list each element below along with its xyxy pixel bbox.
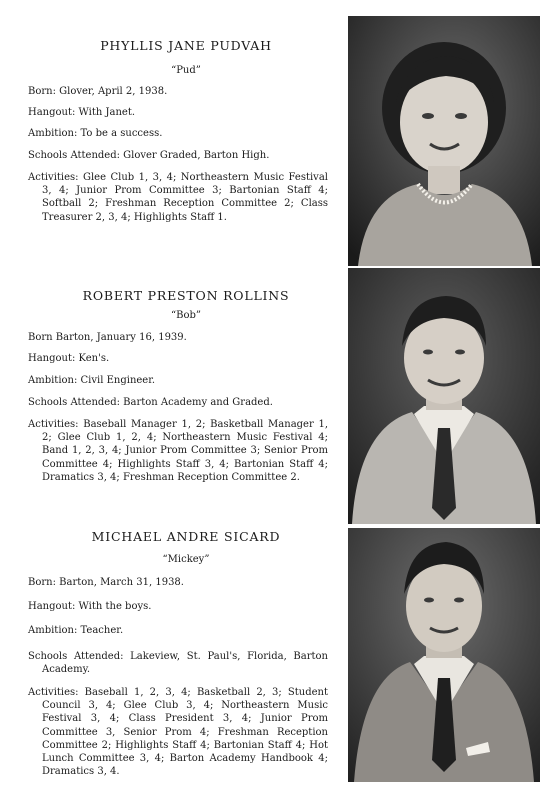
- portrait-photo-pudvah: [348, 16, 540, 266]
- student-ambition: Ambition: To be a success.: [28, 128, 163, 139]
- student-schools: Schools Attended: Glover Graded, Barton High.: [28, 150, 270, 161]
- student-nickname: “Bob”: [171, 310, 201, 321]
- student-activities: Activities: Baseball Manager 1, 2; Basketball Manager 1, 2; Glee Club 1, 2, 4; Northeastern Music Festival 4; Band 1, 2, 3, 4; Junior Prom Committee 3; Senior Prom Committee 4; Highlights Staff 3, 4; Bartonian Staff 4; Dramatics 3, 4; Freshman Reception Committee 2.: [28, 419, 328, 483]
- student-schools: Schools Attended: Lakeview, St. Paul's, Florida, Barton Academy.: [28, 651, 328, 676]
- student-activities: Activities: Glee Club 1, 3, 4; Northeastern Music Festival 3, 4; Junior Prom Committee 3; Bartonian Staff 4; Softball 2; Freshman Reception Committee 2; Class Treasurer 2, 3, 4; Highlights Staff 1.: [28, 172, 328, 223]
- portrait-photo-sicard: [348, 528, 540, 782]
- student-ambition: Ambition: Civil Engineer.: [28, 375, 156, 386]
- student-name: ROBERT PRESTON ROLLINS: [82, 288, 290, 303]
- student-hangout: Hangout: With the boys.: [28, 601, 152, 612]
- portrait-image: [348, 16, 540, 266]
- student-nickname: “Pud”: [171, 65, 201, 76]
- student-hangout: Hangout: With Janet.: [28, 107, 136, 118]
- student-hangout: Hangout: Ken's.: [28, 353, 110, 364]
- student-born: Born: Glover, April 2, 1938.: [28, 86, 168, 97]
- portrait-image: [348, 268, 540, 524]
- student-ambition: Ambition: Teacher.: [28, 625, 124, 636]
- portrait-image: [348, 528, 540, 782]
- student-born: Born: Barton, March 31, 1938.: [28, 577, 184, 588]
- student-nickname: “Mickey”: [162, 554, 210, 565]
- student-name: PHYLLIS JANE PUDVAH: [100, 38, 272, 53]
- student-activities: Activities: Baseball 1, 2, 3, 4; Basketball 2, 3; Student Council 3, 4; Glee Club 3, 4; Northeastern Music Festival 3, 4; Class President 3, 4; Junior Prom Committee 3, Senior Prom 4; Freshman Reception Committee 2; Highlights Staff 4; Bartonian Staff 4; Hot Lunch Committee 3, 4; Barton Academy Handbook 4; Dramatics 3, 4.: [28, 687, 328, 778]
- student-schools: Schools Attended: Barton Academy and Graded.: [28, 397, 273, 408]
- student-born: Born Barton, January 16, 1939.: [28, 332, 187, 343]
- student-name: MICHAEL ANDRE SICARD: [91, 529, 281, 544]
- portrait-photo-rollins: [348, 268, 540, 524]
